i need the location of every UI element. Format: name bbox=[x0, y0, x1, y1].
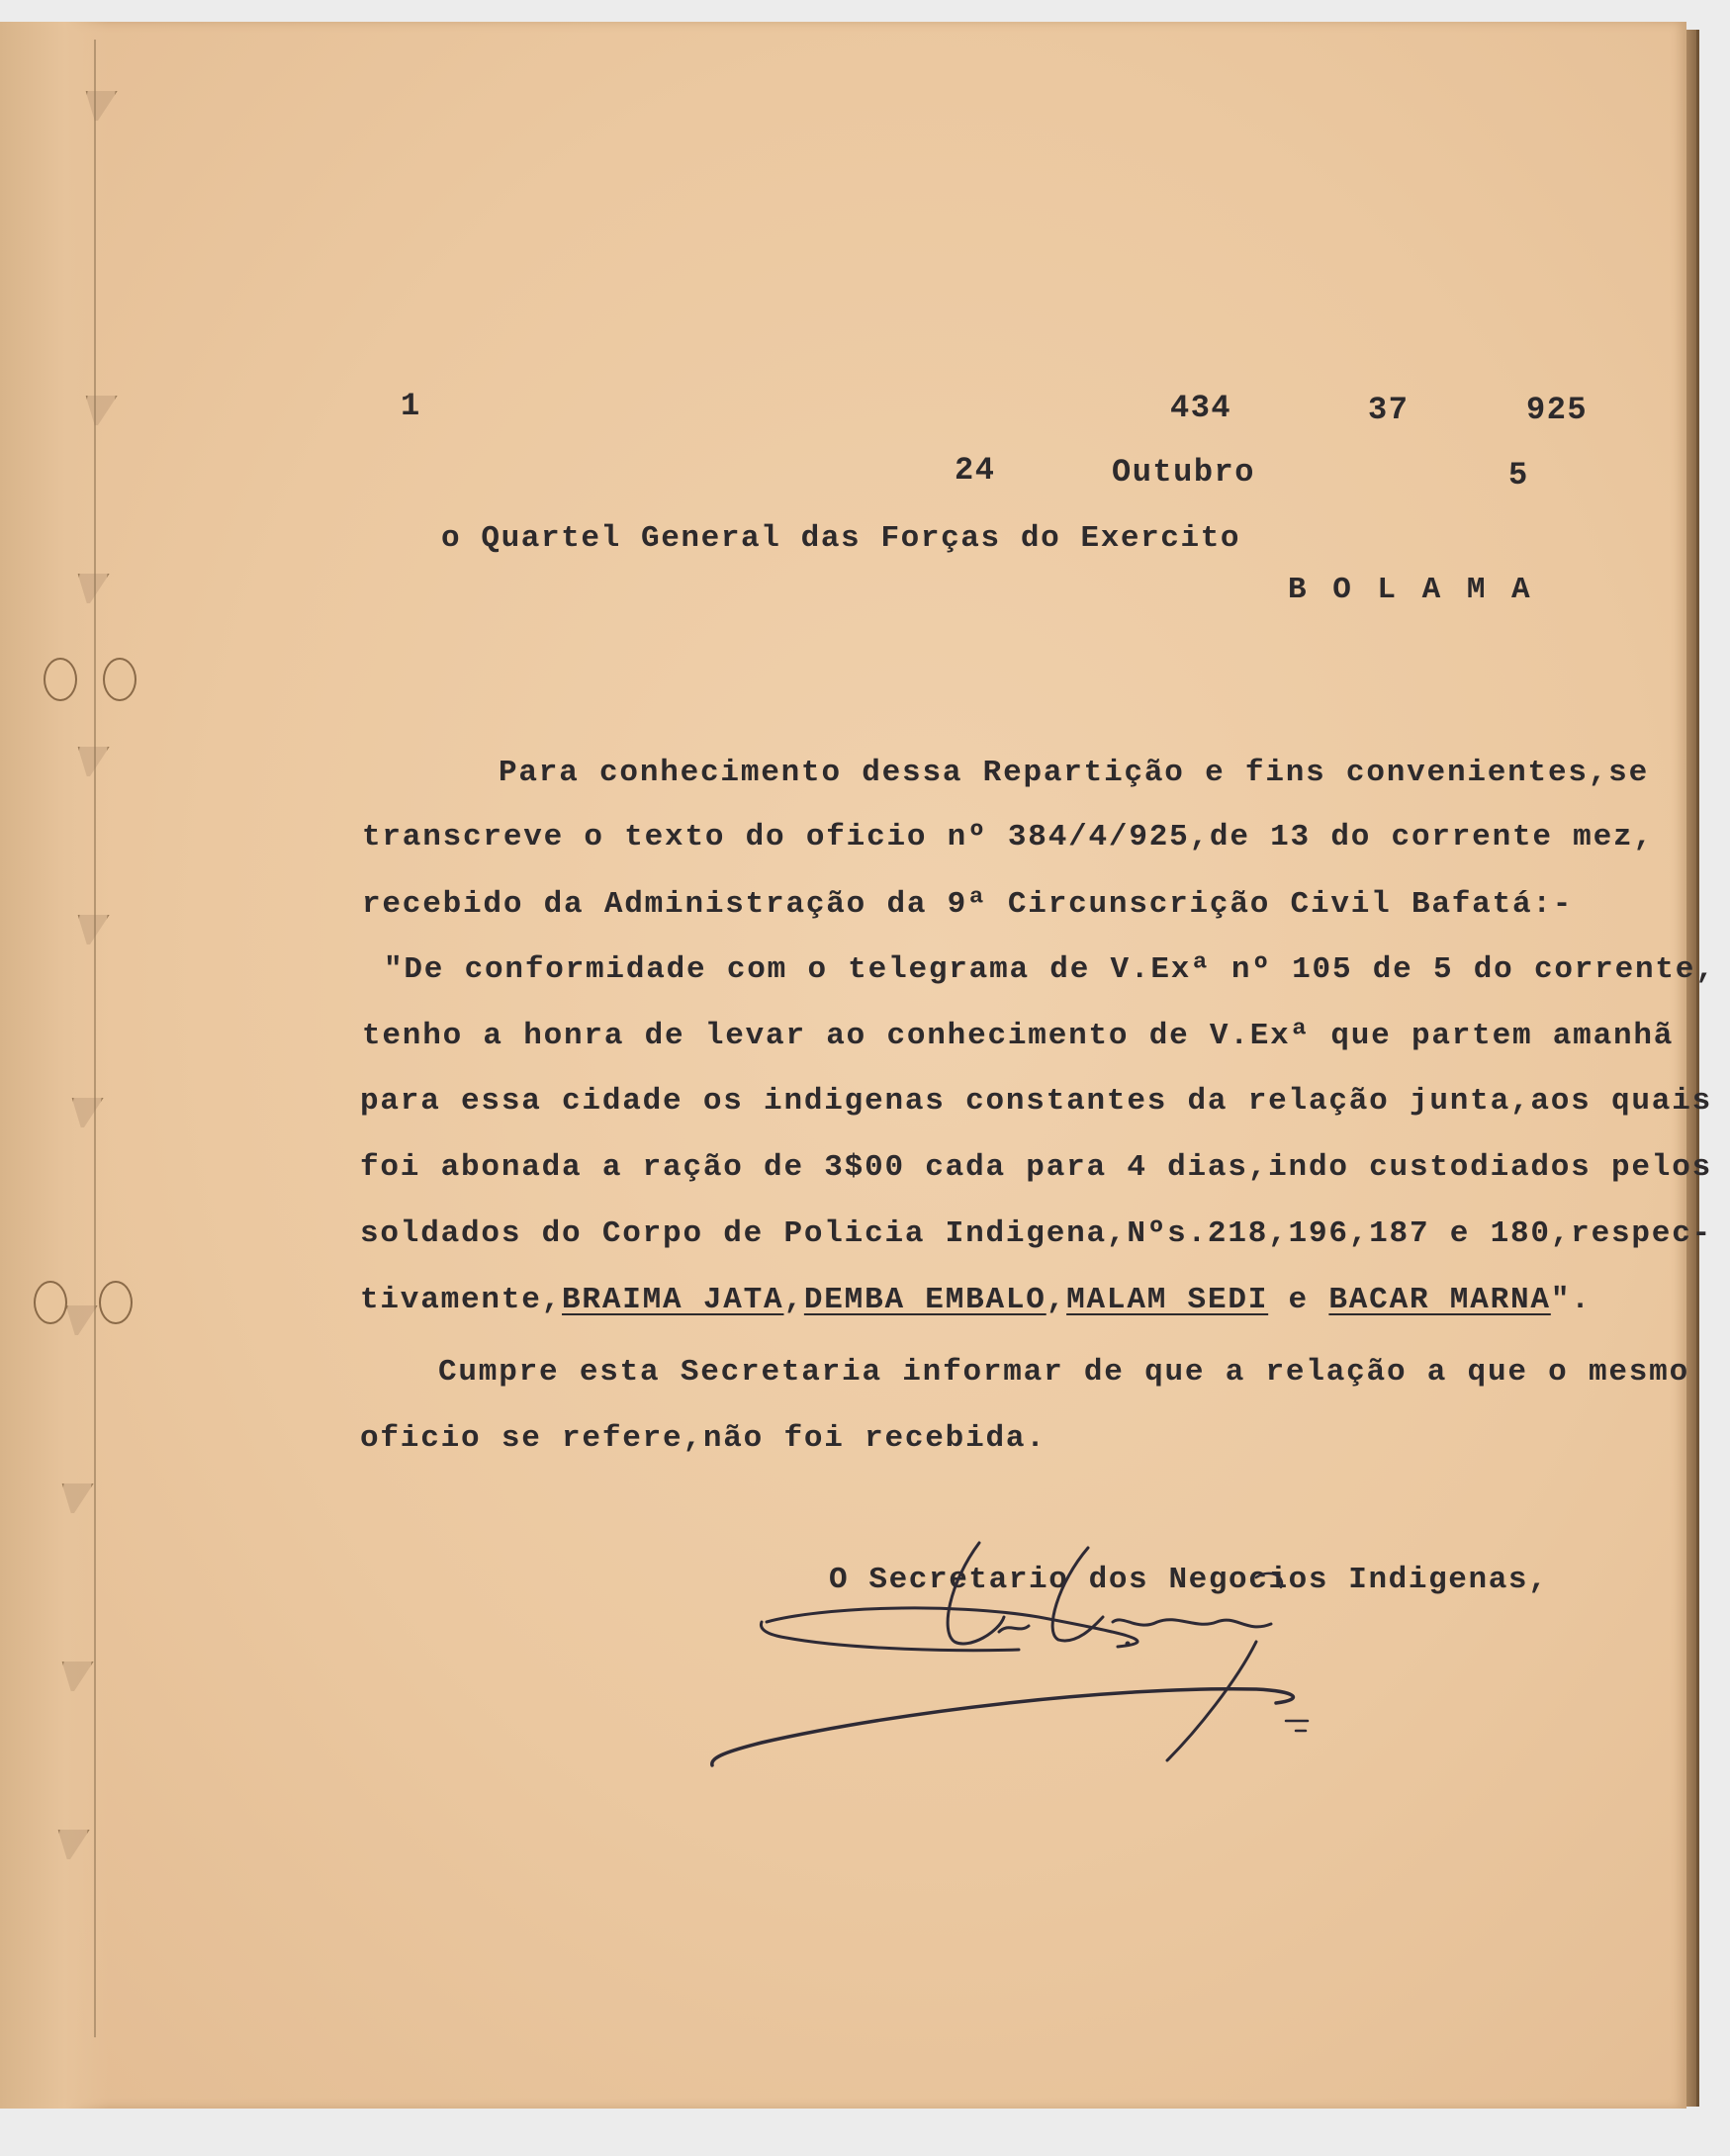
body-line-2: transcreve o texto do oficio nº 384/4/925,de 13 do corrente mez, bbox=[362, 820, 1654, 854]
punch-hole bbox=[34, 1281, 67, 1324]
date-month: Outubro bbox=[1112, 454, 1255, 491]
name-malam-sedi: MALAM SEDI bbox=[1066, 1283, 1269, 1317]
header-left-number: 1 bbox=[401, 388, 421, 424]
body-line-4: "De conformidade com o telegrama de V.Exª nº 105 de 5 do corrente, bbox=[384, 952, 1716, 987]
closing-line-1: Cumpre esta Secretaria informar de que a relação a que o mesmo bbox=[438, 1355, 1689, 1390]
last-line-prefix: tivamente, bbox=[360, 1283, 563, 1317]
header-number-5: 5 bbox=[1508, 457, 1529, 494]
binding-margin bbox=[0, 22, 109, 2109]
header-number-37: 37 bbox=[1368, 392, 1410, 428]
handwritten-signature bbox=[702, 1523, 1375, 1790]
header-number-434: 434 bbox=[1170, 390, 1232, 426]
addressee-line: o Quartel General das Forças do Exercito bbox=[441, 521, 1241, 556]
body-line-8: soldados do Corpo de Policia Indigena,Nºs.218,196,187 e 180,respec- bbox=[360, 1216, 1713, 1251]
addressee-city: B O L A M A bbox=[1288, 573, 1534, 607]
body-line-9 bbox=[360, 1283, 1592, 1317]
body-line-7: foi abonada a ração de 3$00 cada para 4 dias,indo custodiados pelos bbox=[360, 1150, 1713, 1185]
body-line-3: recebido da Administração da 9ª Circunscrição Civil Bafatá:- bbox=[362, 887, 1574, 922]
punch-hole bbox=[99, 1281, 133, 1324]
closing-line-2: oficio se refere,não foi recebida. bbox=[360, 1421, 1047, 1456]
punch-hole bbox=[103, 658, 137, 701]
signoff-line: O Secretario dos Negocios Indigenas, bbox=[829, 1563, 1549, 1597]
body-line-6: para essa cidade os indigenas constantes da relação junta,aos quais bbox=[360, 1084, 1713, 1119]
conjunction: e bbox=[1268, 1283, 1329, 1317]
date-day: 24 bbox=[955, 452, 996, 489]
document-page bbox=[0, 22, 1686, 2109]
punch-hole bbox=[44, 658, 77, 701]
name-braima-jata: BRAIMA JATA bbox=[562, 1283, 784, 1317]
last-line-suffix: ". bbox=[1550, 1283, 1592, 1317]
body-line-1: Para conhecimento dessa Repartição e fins convenientes,se bbox=[499, 756, 1649, 790]
binding-thread bbox=[94, 40, 96, 2037]
body-line-5: tenho a honra de levar ao conhecimento de V.Exª que partem amanhã bbox=[362, 1019, 1675, 1053]
name-demba-embalo: DEMBA EMBALO bbox=[803, 1283, 1047, 1317]
header-number-925: 925 bbox=[1526, 392, 1589, 428]
name-bacar-marna: BACAR MARNA bbox=[1328, 1283, 1551, 1317]
separator: , bbox=[783, 1283, 804, 1317]
separator: , bbox=[1046, 1283, 1067, 1317]
